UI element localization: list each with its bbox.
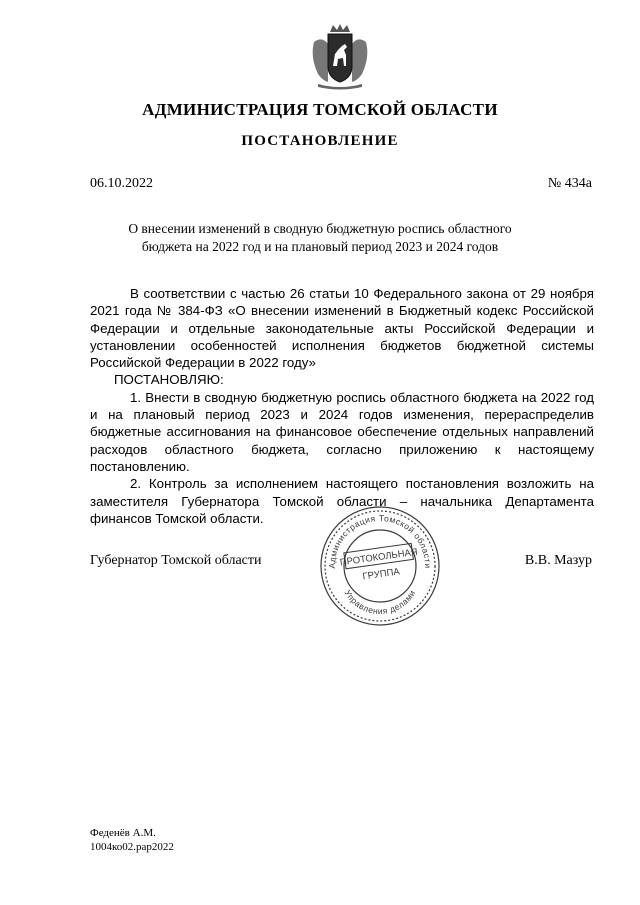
preamble-paragraph: В соответствии с частью 26 статьи 10 Федерального закона от 29 ноября 2021 года № 384-ФЗ «О внесении изменений в Бюджетный кодекс Российской Федерации и отдельные законодательные акты Российской Федерации и установлении особенностей исполнения бюджетов бюджетной системы Российской Федерации в 2022 году» xyxy=(90,286,594,371)
document-body xyxy=(90,285,594,527)
official-stamp xyxy=(318,504,442,628)
clause-paragraph: 1. Внести в сводную бюджетную роспись областного бюджета на 2022 год и на плановый период 2023 и 2024 годов изменения, перераспределив бюджетные ассигнования на финансовое обеспечение отдельных направлений расходов областного бюджета, согласно приложению к настоящему постановлению. xyxy=(90,389,594,474)
executor-footer xyxy=(90,826,174,854)
clause-paragraph: 2. Контроль за исполнением настоящего постановления возложить на заместителя Губернатора Томской области – начальника Департамента финансов Томской области. xyxy=(90,476,594,526)
signatory-title: Губернатор Томской области xyxy=(90,553,262,568)
stamp-center-text: ПРОТОКОЛЬНАЯ xyxy=(339,546,419,569)
executor-name: Феденёв А.М. xyxy=(90,827,156,839)
organization-title: АДМИНИСТРАЦИЯ ТОМСКОЙ ОБЛАСТИ xyxy=(142,100,498,119)
file-code: 1004ко02.рар2022 xyxy=(90,841,174,853)
subject-line: бюджета на 2022 год и на плановый период 2023 и 2024 годов xyxy=(141,239,499,254)
subject-line: О внесении изменений в сводную бюджетную роспись областного xyxy=(128,221,512,236)
stamp-center-text: ГРУППА xyxy=(361,566,401,583)
signatory-name: В.В. Мазур xyxy=(524,553,592,568)
document-number: № 434а xyxy=(547,176,592,191)
decree-word: ПОСТАНОВЛЯЮ: xyxy=(114,372,224,388)
coat-of-arms-icon xyxy=(300,22,380,92)
document-type-heading: ПОСТАНОВЛЕНИЕ xyxy=(241,133,399,149)
stamp-ring-text: Управления делами xyxy=(342,588,418,617)
document-subject xyxy=(120,220,520,256)
document-date: 06.10.2022 xyxy=(90,176,153,191)
stamp-ring-text: Администрация Томской области xyxy=(326,512,434,569)
